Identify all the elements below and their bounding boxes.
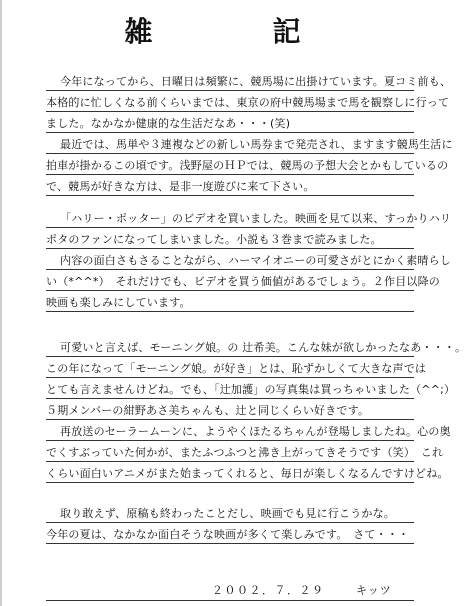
text-line: 本格的に忙しくなる前くらいまでは、東京の府中競馬場まで馬を観察しに行って — [46, 91, 414, 112]
text-line: 再放送のセーラームーンに、ようやくほたるちゃんが登場しましたね。心の奥 — [46, 420, 414, 441]
text-line: でくすぶっていた何かが、またふつふつと沸き上がってきそうです（笑） これ — [46, 441, 414, 462]
text-line: ポタのファンになってしまいました。小説も３巻まで読みました。 — [46, 228, 414, 249]
text-line: くらい面白いアニメがまた始まってくれると、毎日が楽しくなるんですけどね。 — [46, 462, 414, 483]
text-line: で、競馬が好きな方は、是非一度遊びに来て下さい。 — [46, 175, 414, 196]
paragraph-2 — [46, 207, 452, 312]
paragraph-5 — [46, 502, 414, 544]
text-line: 最近では、馬単や３連複などの新しい馬券まで発売され、ますます競馬生活に — [46, 133, 414, 154]
text-line: とても言えませんけどね。でも、「辻加護」の写真集は買っちゃいました（^^;） — [46, 378, 414, 399]
text-line: 可愛いと言えば、モーニング娘。の 辻希美。こんな妹が欲しかったなあ・・・。 — [46, 336, 414, 357]
text-line: い（*^^*） それだけでも、ビデオを買う価値があるでしょう。２作目以降の — [46, 270, 414, 291]
signature-date: ２００２．７．２９ — [212, 584, 325, 597]
text-line: この年になって「モーニング娘。が好き」とは、恥ずかしくて大きな声では — [46, 357, 414, 378]
text-line: 取り敢えず、原稿も終わったことだし、映画でも見に行こうかな。 — [46, 502, 414, 523]
text-line: 今年の夏は、なかなか面白そうな映画が多くて楽しみです。 さて・・・ — [46, 523, 414, 544]
signature-line — [46, 580, 414, 601]
text-line: ５期メンバーの紺野あさ美ちゃんも、辻と同じくらい好きです。 — [46, 399, 414, 420]
text-line: ました。なかなか健康的な生活だなあ・・・(笑) — [46, 112, 414, 133]
text-line: 内容の面白さもさることながら、ハーマイオニーの可愛さがとにかく素晴らし — [46, 249, 414, 270]
page-title: 雑 記 — [124, 15, 347, 48]
text-line: 拍車が掛かるこの頃です。浅野屋のＨＰでは、競馬の予想大会とかもしているの — [46, 154, 414, 175]
text-line: 今年になってから、日曜日は頻繁に、競馬場に出掛けています。夏コミ前も、 — [46, 70, 414, 91]
signature-author: キッツ — [356, 584, 392, 597]
text-line: 映画も楽しみにしています。 — [46, 291, 414, 312]
text-line: 「ハリー・ポッター」のビデオを買いました。映画を見て以来、すっかりハリ — [46, 207, 414, 228]
paragraph-4 — [46, 420, 451, 483]
paragraph-1 — [46, 70, 453, 196]
paragraph-3 — [46, 336, 466, 420]
